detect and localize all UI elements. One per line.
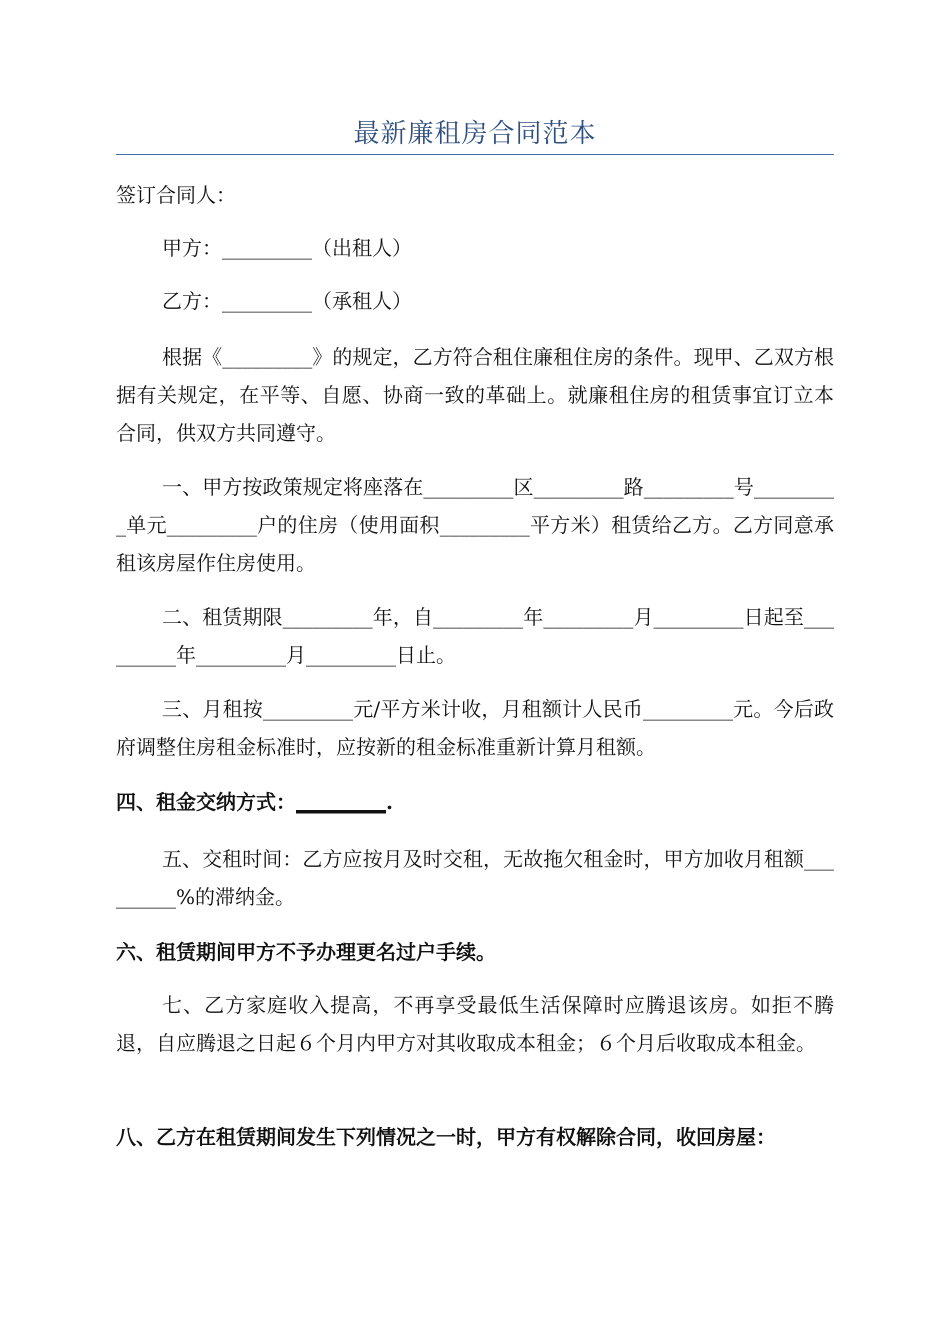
clause-3-paragraph: 三、月租按_________元/平方米计收，月租额计人民币_________元。今后政府调整住房租金标准时，应按新的租金标准重新计算月租额。	[116, 697, 834, 759]
clause-4-label: 四、租金交纳方式：	[116, 790, 296, 814]
document-title: 最新廉租房合同范本	[353, 119, 597, 149]
clause-5-paragraph: 五、交租时间：乙方应按月及时交租，无故拖欠租金时，甲方加收月租额_________%的滞纳金。	[116, 847, 834, 909]
party-b-line: 乙方：_________（承租人）	[162, 289, 412, 313]
signatories-heading: 签订合同人：	[116, 183, 236, 207]
preamble-paragraph: 根据《_________》的规定，乙方符合租住廉租住房的条件。现甲、乙双方根据有关规定，在平等、自愿、协商一致的革础上。就廉租住房的租赁事宜订立本合同，供双方共同遵守。	[116, 345, 834, 445]
clause-7-paragraph: 七、乙方家庭收入提高，不再享受最低生活保障时应腾退该房。如拒不腾退，自应腾退之日起６个月内甲方对其收取成本租金；６个月后收取成本租金。	[116, 993, 834, 1055]
clause-6-paragraph: 六、租赁期间甲方不予办理更名过户手续。	[116, 940, 496, 964]
clause-1-paragraph: 一、甲方按政策规定将座落在_________区_________路_________号_________单元_________户的住房（使用面积_________平方米）租赁给乙方。乙方同意承租该房屋作住房使用。	[116, 475, 834, 575]
clause-4-end: .	[386, 790, 393, 814]
clause-4-paragraph	[116, 783, 834, 821]
clause-4-blank: _________	[296, 790, 386, 814]
clause-8-paragraph: 八、乙方在租赁期间发生下列情况之一时，甲方有权解除合同，收回房屋：	[116, 1125, 776, 1149]
title-underline	[116, 154, 834, 155]
clause-2-paragraph: 二、租赁期限_________年，自_________年_________月_________日起至_________年_________月_________日止。	[116, 605, 834, 667]
party-a-line: 甲方：_________（出租人）	[162, 236, 412, 260]
